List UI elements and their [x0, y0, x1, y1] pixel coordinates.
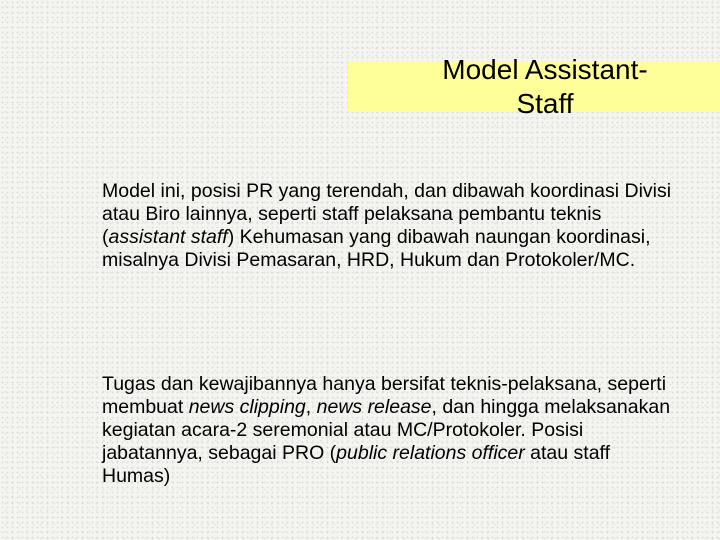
paragraph-2-text-1: Tugas dan kewajibannya hanya bersifat teknis-pelaksana, seperti membuat [102, 373, 667, 418]
paragraph-duties-description [102, 373, 677, 488]
slide-title-line-1: Model Assistant- [442, 54, 648, 85]
paragraph-1-italic-1: assistant staff [108, 226, 228, 248]
paragraph-2-text-3: , dan hingga melaksanakan kegiatan acara-2 seremonial atau MC/Protokoler. Posisi jabatannya, sebagai PRO ( [102, 396, 671, 464]
paragraph-2-text-2: , [305, 396, 317, 418]
paragraph-1-text-2: ) Kehumasan yang dibawah naungan koordinasi, misalnya Divisi Pemasaran, HRD, Hukum dan Protokoler/MC. [102, 226, 651, 271]
slide-title-line-2: Staff [516, 88, 574, 119]
paragraph-2-italic-2: news release [316, 396, 432, 418]
paragraph-2-italic-3: public relations officer [336, 442, 525, 464]
paragraph-2-italic-1: news clipping [188, 396, 306, 418]
paragraph-1-text-1: Model ini, posisi PR yang terendah, dan dibawah koordinasi Divisi atau Biro lainnya, seperti staff pelaksana pembantu teknis ( [102, 180, 672, 248]
paragraph-model-description [102, 180, 677, 272]
slide-title [395, 53, 695, 121]
paragraph-2-text-4: atau staff Humas) [102, 442, 611, 487]
